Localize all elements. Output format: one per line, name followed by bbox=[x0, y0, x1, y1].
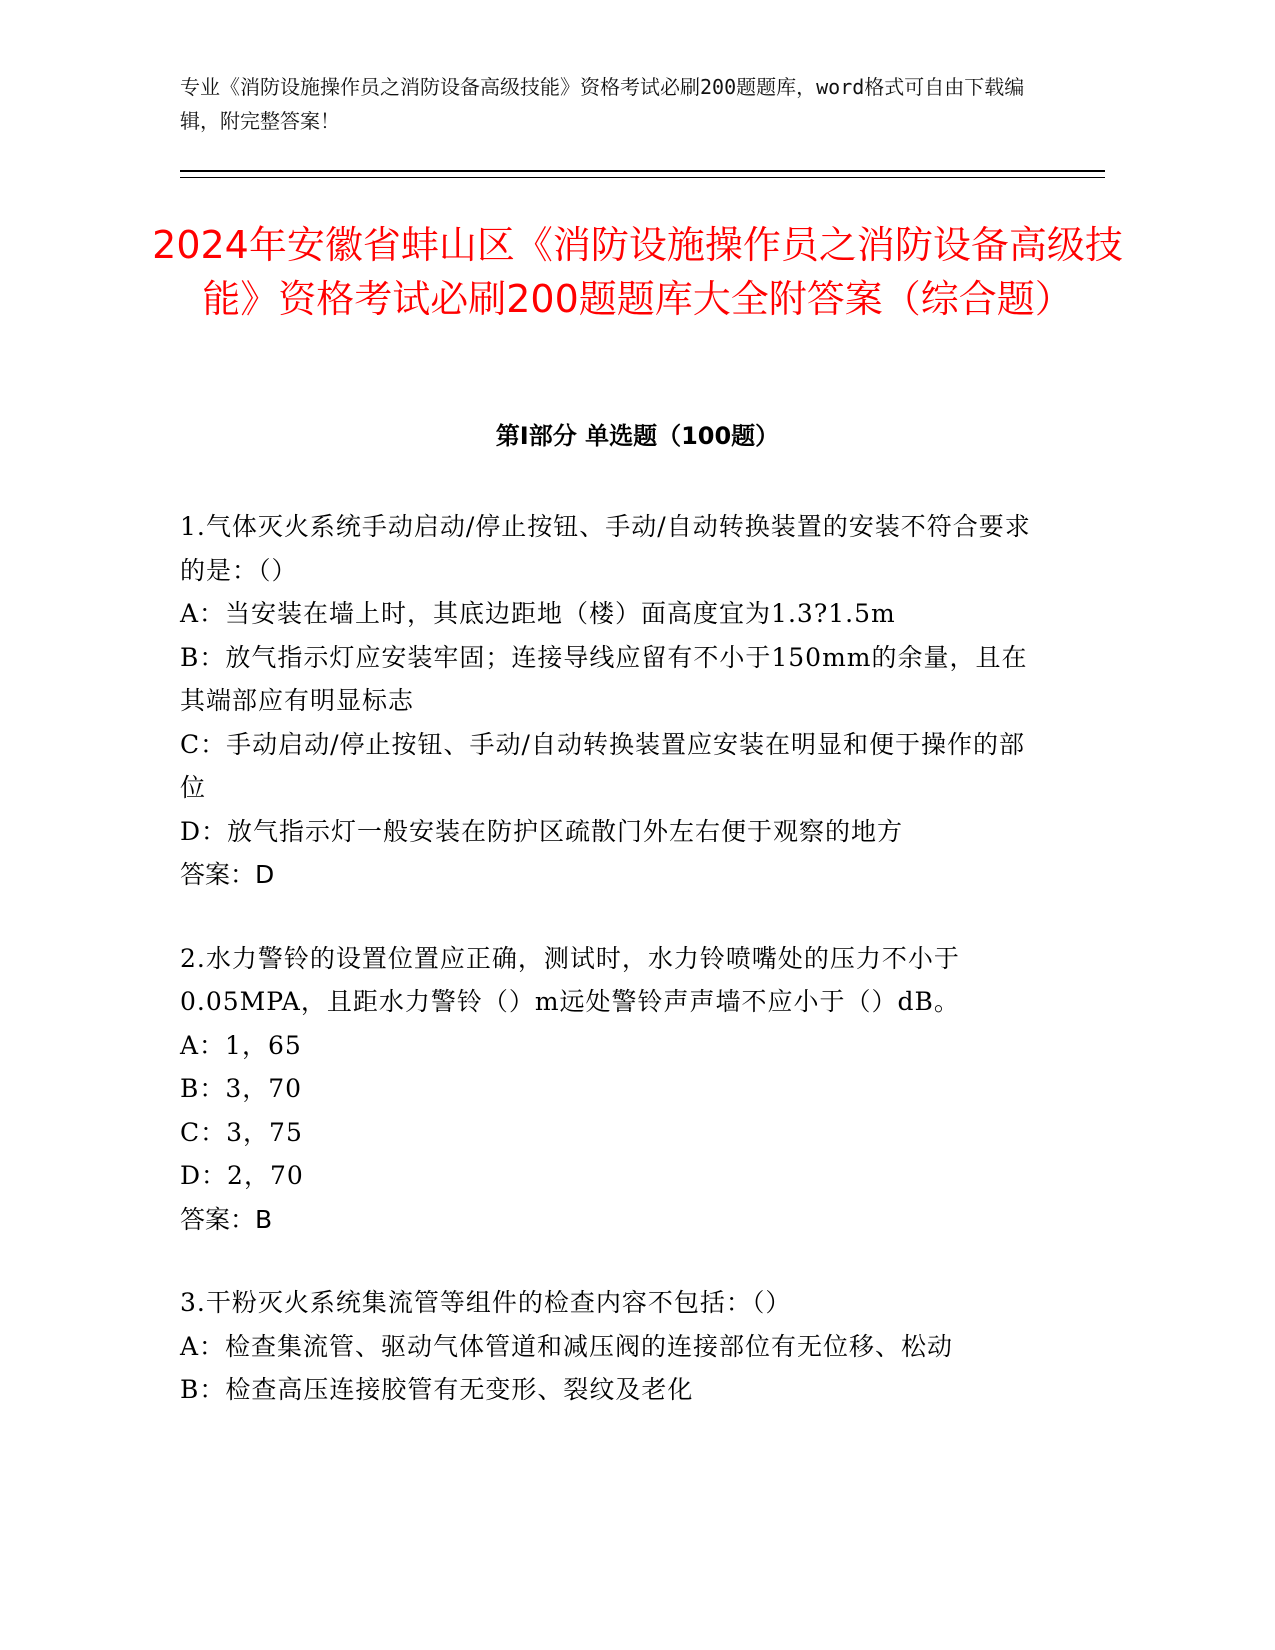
option-a: A：检查集流管、驱动气体管道和减压阀的连接部位有无位移、松动 bbox=[180, 1331, 954, 1361]
document-title: 2024年安徽省蚌山区《消防设施操作员之消防设备高级技能》资格考试必刷200题题库大全附答案（综合题） bbox=[152, 223, 1123, 321]
question-stem: 1.气体灭火系统手动启动/停止按钮、手动/自动转换装置的安装不符合要求的是：（） bbox=[180, 512, 1031, 585]
question-stem: 2.水力警铃的设置位置应正确，测试时，水力铃喷嘴处的压力不小于0.05MPA，且距水力警铃（）m远处警铃声声墙不应小于（）dB。 bbox=[180, 943, 960, 1016]
option-a: A：1，65 bbox=[180, 1030, 302, 1060]
option-d: D：2，70 bbox=[180, 1161, 304, 1190]
header-rule-top bbox=[180, 170, 1105, 172]
option-d: D：放气指示灯一般安装在防护区疏散门外左右便于观察的地方 bbox=[180, 816, 904, 846]
option-b: B：检查高压连接胶管有无变形、裂纹及老化 bbox=[180, 1375, 694, 1404]
option-c: C：手动启动/停止按钮、手动/自动转换装置应安装在明显和便于操作的部位 bbox=[180, 729, 1025, 802]
option-c: C：3，75 bbox=[180, 1117, 303, 1147]
header-note: 专业《消防设施操作员之消防设备高级技能》资格考试必刷200题题库，word格式可自由下载编辑，附完整答案！ bbox=[180, 75, 1025, 133]
question-stem: 3.干粉灭火系统集流管等组件的检查内容不包括：（） bbox=[180, 1288, 792, 1317]
option-b: B：放气指示灯应安装牢固；连接导线应留有不小于150mm的余量，且在其端部应有明显标志 bbox=[180, 642, 1028, 715]
answer: 答案：D bbox=[180, 860, 275, 889]
header-rule-bottom bbox=[180, 177, 1105, 178]
question-3 bbox=[180, 1281, 1040, 1412]
question-list bbox=[180, 505, 1040, 1452]
option-b: B：3，70 bbox=[180, 1074, 303, 1103]
answer: 答案：B bbox=[180, 1204, 273, 1234]
question-1 bbox=[180, 505, 1040, 897]
option-a: A：当安装在墙上时，其底边距地（楼）面高度宜为1.3?1.5m bbox=[180, 599, 896, 628]
question-2 bbox=[180, 937, 1040, 1242]
section-heading: 第Ⅰ部分 单选题（100题） bbox=[495, 422, 780, 450]
